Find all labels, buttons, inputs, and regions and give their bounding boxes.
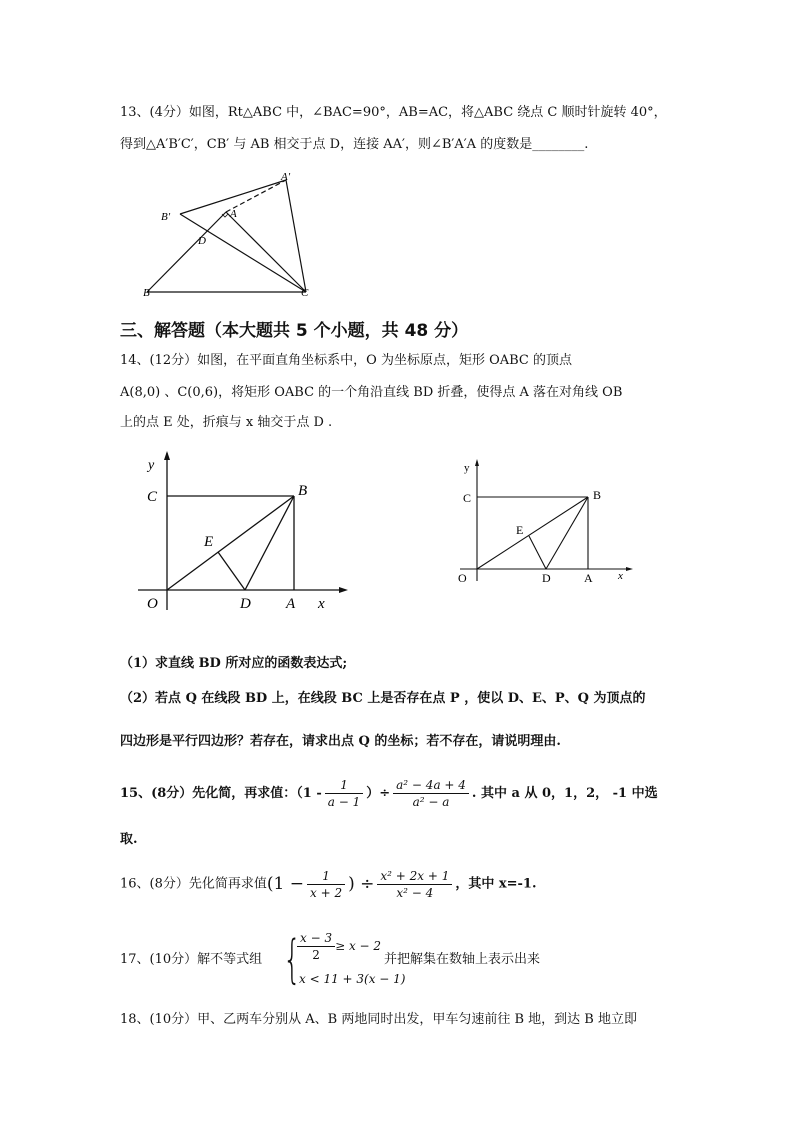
label-c: C [463, 491, 472, 505]
segment-bd [546, 497, 588, 569]
q17-prefix: 17、(10分）解不等式组 [120, 952, 263, 967]
label-e: E [204, 534, 214, 550]
q14-part1: （1）求直线 BD 所对应的函数表达式; [120, 656, 348, 671]
q17-ineq1-rhs: ≥ x − 2 [335, 939, 382, 953]
q15-suffix: . 其中 a 从 0，1，2， -1 中选 [471, 786, 658, 801]
q15-f1-num: 1 [325, 777, 363, 794]
label-c: C [147, 489, 158, 505]
label-a: A [584, 571, 593, 585]
q16-f2-den: x² − 4 [396, 885, 434, 900]
q16-fraction1 [307, 868, 345, 901]
q18-line1: 18、(10分）甲、乙两车分别从 A、B 两地同时出发，甲车匀速前往 B 地，到达 B 地立即 [120, 1012, 637, 1027]
q15-line2: 取. [120, 832, 138, 847]
diagonal-ob [167, 496, 294, 590]
q17-ineq1-fraction [297, 930, 335, 963]
label-a-prime: A′ [281, 171, 291, 183]
q15-f1-den: a − 1 [327, 795, 361, 809]
q16-prefix: 16、(8分）先化简再求值 [120, 876, 267, 892]
q16-suffix: ，其中 x=-1. [455, 876, 537, 892]
label-b: B [143, 287, 150, 299]
segment-ed [529, 536, 546, 569]
q17-ineq1-num: x − 3 [297, 930, 335, 947]
label-a: A [286, 596, 296, 612]
segment-ba [147, 212, 226, 292]
q14-line3: 上的点 E 处，折痕与 x 轴交于点 D . [120, 415, 333, 430]
segment-ed [218, 552, 245, 590]
q15-f2-num: a² − 4a + 4 [393, 777, 469, 794]
y-arrow [475, 459, 479, 466]
q15-fraction2 [393, 777, 469, 810]
q14-figure-left [130, 448, 350, 618]
label-a: A [230, 208, 237, 220]
y-arrow [164, 451, 170, 460]
brace-icon: { [283, 930, 302, 990]
q17-suffix: 并把解集在数轴上表示出来 [384, 952, 541, 967]
label-o: O [147, 596, 158, 612]
q14-line2: A(8,0) 、C(0,6)，将矩形 OABC 的一个角沿直线 BD 折叠，使得点 A 落在对角线 OB [120, 385, 623, 400]
label-b: B [298, 483, 308, 499]
q15-fraction1 [325, 777, 363, 810]
label-x: x [318, 596, 325, 612]
q13-figure [140, 168, 330, 303]
q14-line1: 14、(12分）如图，在平面直角坐标系中，O 为坐标原点，矩形 OABC 的顶点 [120, 353, 572, 368]
x-arrow [626, 567, 633, 571]
q16-f1-num: 1 [307, 868, 345, 885]
label-o: O [458, 571, 467, 585]
label-d: D [542, 571, 551, 585]
segment-bd [245, 496, 294, 590]
q17-ineq1 [297, 930, 381, 963]
q13-line2: 得到△A′B′C′，CB′ 与 AB 相交于点 D，连接 AA′，则∠B′A′A 的度数是________. [120, 137, 589, 152]
label-b-prime: B′ [161, 211, 171, 223]
q16-f1-den: x + 2 [310, 885, 343, 900]
q15-prefix: 15、(8分）先化简，再求值：（1 - [120, 786, 322, 801]
label-b: B [593, 488, 602, 502]
segment-b-prime-c [180, 214, 306, 292]
label-c: C [301, 287, 309, 299]
label-y: y [464, 462, 470, 474]
q14-figure-right [450, 456, 650, 591]
label-x: x [618, 570, 623, 582]
q15-f2-den: a² − a [412, 795, 450, 809]
q15-mid: ）÷ [366, 786, 391, 801]
q17-ineq2: x < 11 + 3(x − 1) [299, 972, 406, 986]
label-e: E [516, 523, 524, 537]
q13-line1: 13、(4分）如图，Rt△ABC 中，∠BAC=90°，AB=AC，将△ABC 绕点 C 顺时针旋转 40°， [120, 105, 667, 120]
q16-close: ) ÷ [348, 874, 375, 894]
diagonal-ob [477, 497, 588, 569]
label-d: D [240, 596, 251, 612]
q17-ineq1-den: 2 [312, 948, 320, 962]
q15-expression [120, 776, 658, 812]
q14-part2-a: （2）若点 Q 在线段 BD 上，在线段 BC 上是否存在点 P ，使以 D、E、P、Q 为顶点的 [120, 691, 646, 706]
q14-part2-b: 四边形是平行四边形？若存在，请求出点 Q 的坐标；若不存在，请说明理由. [120, 734, 561, 749]
q16-f2-num: x² + 2x + 1 [377, 868, 452, 885]
q16-fraction2 [377, 868, 452, 901]
section-heading: 三、解答题（本大题共 5 个小题，共 48 分） [120, 321, 469, 341]
q16-open: (1 − [266, 874, 304, 894]
x-arrow [339, 587, 348, 593]
q16-expression [120, 866, 537, 903]
q17-inequality-system [283, 930, 406, 990]
label-d: D [198, 235, 206, 247]
label-y: y [148, 458, 155, 473]
